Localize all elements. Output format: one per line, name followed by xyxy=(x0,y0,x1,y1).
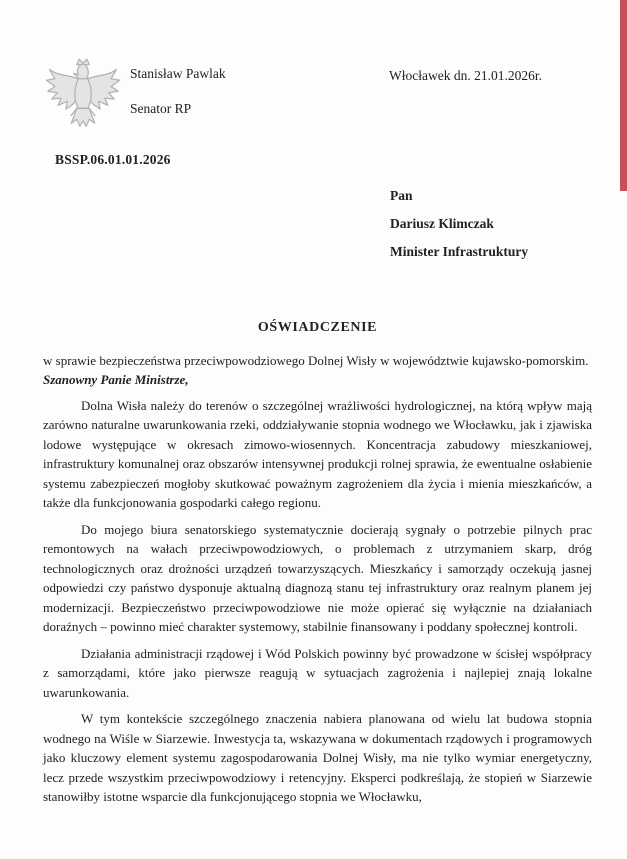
recipient-salutation: Pan xyxy=(390,188,413,203)
body-paragraph-3: Działania administracji rządowej i Wód Polskich powinny być prowadzone w ścisłej współpracy z samorządami, które jako pierwsze reagują w sytuacjach zagrożenia i najlepiej znają lokalne uwarunkowania. xyxy=(43,645,592,700)
recipient-name: Dariusz Klimczak xyxy=(390,216,494,231)
reference-number: BSSP.06.01.01.2026 xyxy=(55,152,171,167)
recipient-block xyxy=(390,182,528,266)
greeting-line: Szanowny Panie Ministrze, xyxy=(43,372,189,387)
document-title: OŚWIADCZENIE xyxy=(257,320,378,335)
recipient-title: Minister Infrastruktury xyxy=(390,244,529,259)
letter-body xyxy=(43,318,592,807)
place-and-date: Włocławek dn. 21.01.2026r. xyxy=(389,68,542,83)
sender-title: Senator RP xyxy=(130,101,192,116)
sender-name: Stanisław Pawlak xyxy=(130,66,226,81)
red-accent-stripe xyxy=(620,0,627,191)
body-paragraph-4: W tym kontekście szczególnego znaczenia nabiera planowana od wielu lat budowa stopnia wodnego na Wiśle w Siarzewie. Inwestycja ta, wskazywana w dokumentach rządowych i programowych jako kluczowy element systemu zagospodarowania Dolnej Wisły, ma nie tylko wymiar energetyczny, lecz przede wszystkim przeciwpowodziowy i retencyjny. Eksperci podkreślają, że stopień w Siarzewie stanowiłby istotne wsparcie dla funkcjonującego stopnia we Włocławku, xyxy=(43,711,592,804)
document-subject: w sprawie bezpieczeństwa przeciwpowodziowego Dolnej Wisły w województwie kujawsko-pomorskim. xyxy=(43,352,589,368)
polish-eagle-emblem-icon xyxy=(44,55,122,143)
body-paragraph-2: Do mojego biura senatorskiego systematycznie docierają sygnały o potrzebie pilnych prac remontowych na wałach przeciwpowodziowych, o problemach z utrzymaniem skarp, dróg technologicznych oraz drożności urządzeń towarzyszących. Mieszkańcy i samorządy oczekują jasnej odpowiedzi czy państwo dysponuje aktualną diagnozą stanu tej infrastruktury oraz realnym planem jej modernizacji. Bezpieczeństwo przeciwpowodziowe nie może opierać się wyłącznie na działaniach doraźnych – powinno mieć charakter systemowy, stabilnie finansowany i poddany społecznej kontroli. xyxy=(43,521,592,634)
body-paragraph-1: Dolna Wisła należy do terenów o szczególnej wrażliwości hydrologicznej, na którą wpływ mają zarówno naturalne uwarunkowania rzeki, oddziaływanie stopnia wodnego we Włocławku, jak i zjawiska lodowe występujące w okresach zimowo-wiosennych. Koncentracja zabudowy mieszkaniowej, infrastruktury komunalnej oraz obszarów intensywnej produkcji rolnej sprawia, że ewentualne osłabienie systemu zabezpieczeń mogłoby skutkować poważnym zagrożeniem dla życia i mienia mieszkańców, a także dla funkcjonowania gospodarki całego regionu. xyxy=(43,397,592,510)
